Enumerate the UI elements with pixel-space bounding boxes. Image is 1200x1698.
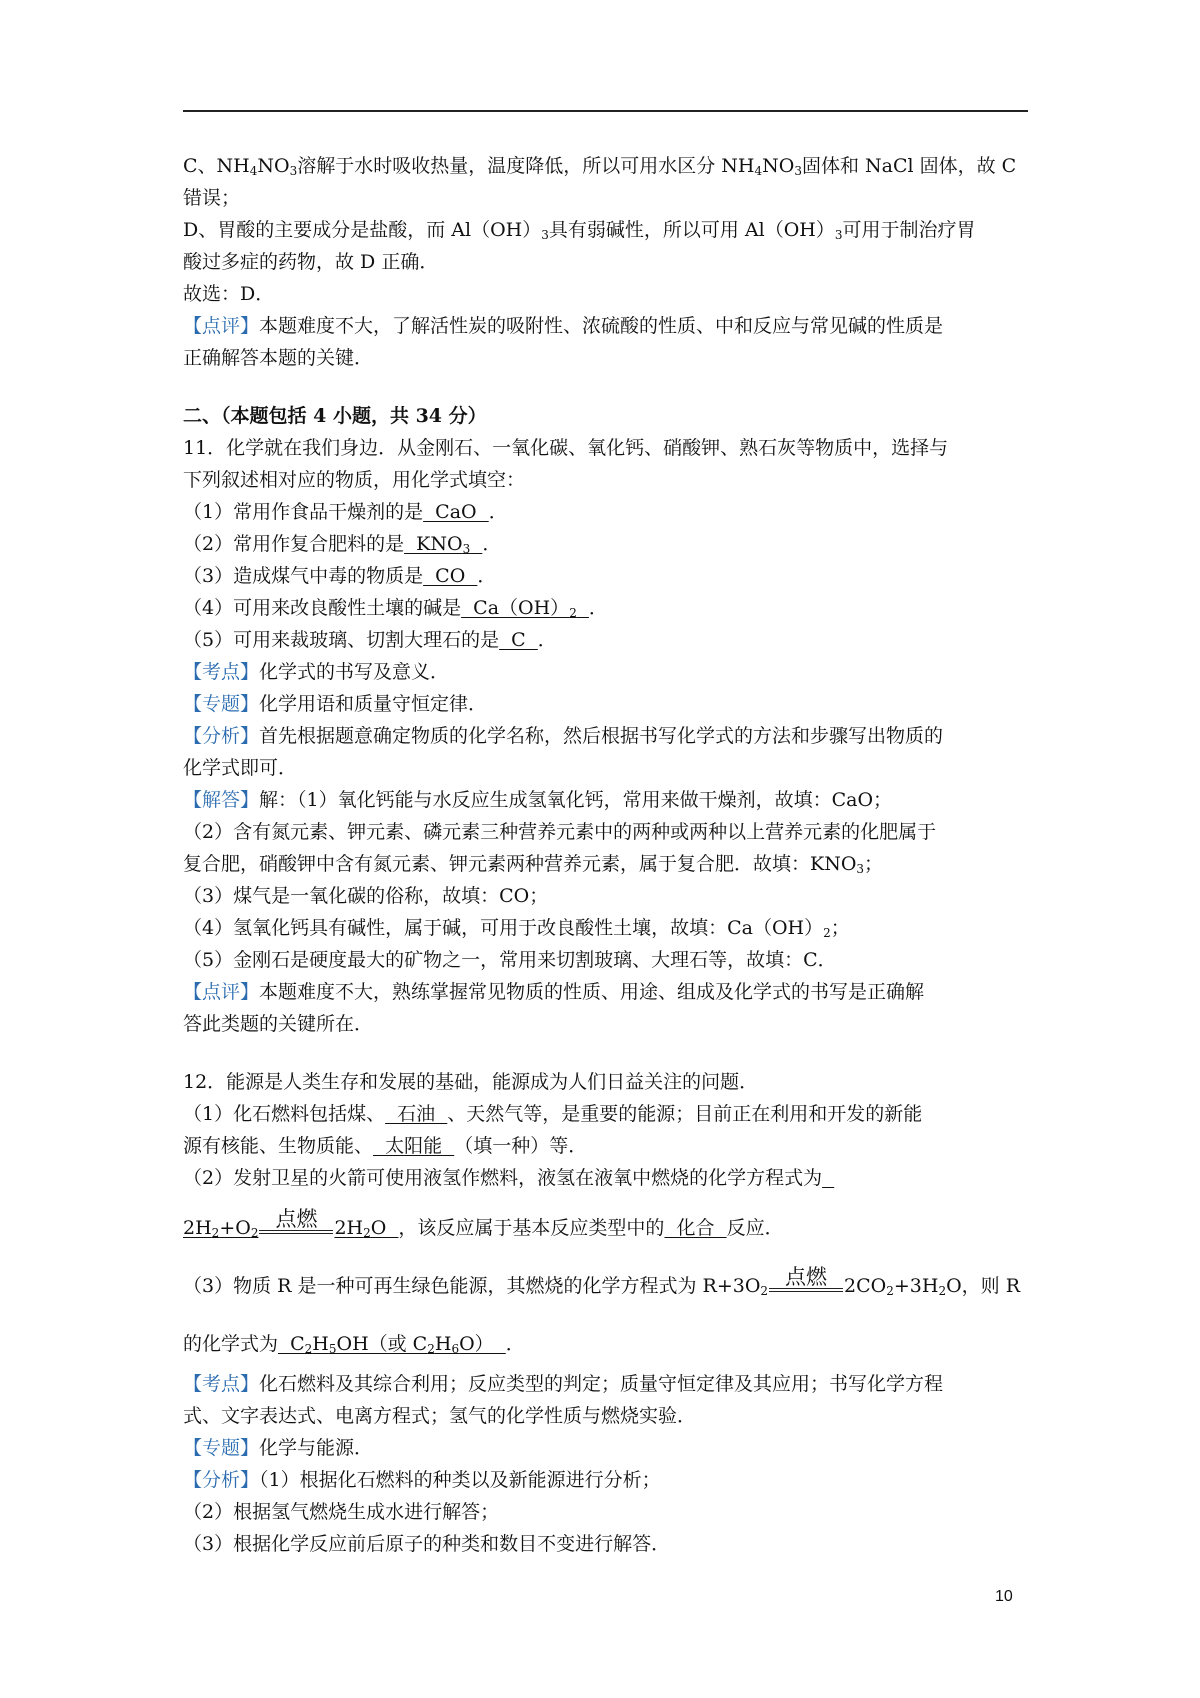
- q12-part-2: （2）发射卫星的火箭可使用液氢作燃料，液氢在液氧中燃烧的化学方程式为: [183, 1162, 1033, 1194]
- dianping-tag: 【点评】: [183, 981, 260, 1003]
- q11-part-1: （1）常用作食品干燥剂的是 CaO ．: [183, 501, 508, 523]
- kaodian-tag: 【考点】: [183, 1373, 260, 1395]
- page-content: [183, 150, 1033, 1560]
- page-number: 10: [995, 1588, 1013, 1605]
- q11-part-3: （3）造成煤气中毒的物质是 CO ．: [183, 565, 497, 587]
- text-line: C、$NH_4NO_3$溶解于水时吸收热量，温度降低，所以可用水区分 $NH_4NO_3$固体和 NaCl 固体，故 C: [183, 155, 1017, 178]
- answer-blank: $2H_2+O_2$ 点燃 $2H_2O$: [183, 1207, 399, 1240]
- answer-blank: $KNO_3$: [404, 533, 471, 556]
- text-line: （3）煤气是一氧化碳的俗称，故填：CO；: [183, 885, 549, 907]
- answer-blank: 太阳能: [373, 1135, 455, 1157]
- text-line: （5）金刚石是硬度最大的矿物之一，常用来切割玻璃、大理石等，故填：C．: [183, 949, 837, 971]
- text-line: 源有核能、生物质能、 太阳能 （填一种）等．: [183, 1135, 588, 1157]
- zhuanti-line: 【专题】化学用语和质量守恒定律．: [183, 693, 488, 715]
- reaction-condition: 点燃: [785, 1265, 828, 1289]
- answer-blank: 石油: [385, 1103, 448, 1125]
- reaction-arrow: [259, 1207, 333, 1238]
- answer-blank: CaO: [423, 501, 489, 523]
- answer-blank: $C_2H_5OH$（或 $C_2H_6O$）: [278, 1333, 506, 1356]
- zhuanti-line: 【专题】化学与能源．: [183, 1437, 374, 1459]
- comment-tag: 【点评】: [183, 315, 260, 337]
- fenxi-line: 【分析】（1）根据化石燃料的种类以及新能源进行分析；: [183, 1469, 661, 1491]
- fenxi-line: 【分析】首先根据题意确定物质的化学名称，然后根据书写化学式的方法和步骤写出物质的: [183, 725, 944, 747]
- text-line: 化学式即可．: [183, 757, 298, 779]
- answer-blank: CO: [423, 565, 478, 587]
- text-line: 下列叙述相对应的物质，用化学式填空：: [183, 469, 526, 491]
- answer-blank: 化合: [664, 1217, 727, 1239]
- fenxi-tag: 【分析】: [183, 1469, 260, 1491]
- text-line: 酸过多症的药物，故 D 正确．: [183, 251, 439, 273]
- text-line: 错误；: [183, 187, 241, 209]
- kaodian-tag: 【考点】: [183, 661, 260, 683]
- kaodian-line: 【考点】化石燃料及其综合利用；反应类型的判定；质量守恒定律及其应用；书写化学方程: [183, 1373, 944, 1395]
- text-line: （2）含有氮元素、钾元素、磷元素三种营养元素中的两种或两种以上营养元素的化肥属于: [183, 821, 937, 843]
- q11-part-5: （5）可用来裁玻璃、切割大理石的是 C ．: [183, 629, 557, 651]
- equation-line: $2H_2+O_2$ 点燃 $2H_2O$ ，该反应属于基本反应类型中的 化合 反应．: [183, 1207, 784, 1240]
- answer-line: 故选：D．: [183, 283, 275, 305]
- jieda-line: 【解答】解：（1）氧化钙能与水反应生成氢氧化钙，常用来做干燥剂，故填：CaO；: [183, 789, 893, 811]
- kaodian-line: 【考点】化学式的书写及意义．: [183, 661, 450, 683]
- answer-blank: $Ca(OH)_2$: [461, 597, 577, 620]
- q11-part-4: （4）可用来改良酸性土壤的碱是 $Ca(OH)_2$ ．: [183, 597, 608, 620]
- answer-blank: C: [499, 629, 538, 651]
- header-rule: [183, 110, 1028, 112]
- question-12-stem: 12．能源是人类生存和发展的基础，能源成为人们日益关注的问题．: [183, 1071, 759, 1093]
- text-line: 的化学式为 $C_2H_5OH$（或 $C_2H_6O$） ．: [183, 1333, 525, 1356]
- text-line: 复合肥，硝酸钾中含有氮元素、钾元素两种营养元素，属于复合肥．故填：$KNO_3$；: [183, 853, 884, 876]
- jieda-tag: 【解答】: [183, 789, 260, 811]
- q11-part-2: （2）常用作复合肥料的是 $KNO_3$ ．: [183, 533, 502, 556]
- reaction-condition: 点燃: [275, 1207, 318, 1231]
- text-line: （4）氢氧化钙具有碱性，属于碱，可用于改良酸性土壤，故填：$Ca(OH)_2$；: [183, 917, 850, 940]
- q12-part-3: （3）物质 R 是一种可再生绿色能源，其燃烧的化学方程式为 $R+3O_2$ 点燃 $2CO_2+3H_2O$，则 R: [183, 1265, 1021, 1298]
- answer-blank: [822, 1167, 834, 1189]
- text-line: 正确解答本题的关键．: [183, 347, 374, 369]
- zhuanti-tag: 【专题】: [183, 693, 260, 715]
- reaction-arrow: [769, 1265, 843, 1296]
- dianping-line: 【点评】本题难度不大，熟练掌握常见物质的性质、用途、组成及化学式的书写是正确解: [183, 981, 925, 1003]
- comment-line: 【点评】本题难度不大，了解活性炭的吸附性、浓硫酸的性质、中和反应与常见碱的性质是: [183, 315, 944, 337]
- section-heading: 二、（本题包括 4 小题，共 34 分）: [183, 405, 487, 427]
- zhuanti-tag: 【专题】: [183, 1437, 260, 1459]
- question-11-stem: 11．化学就在我们身边．从金刚石、一氧化碳、氧化钙、硝酸钾、熟石灰等物质中，选择与: [183, 437, 949, 459]
- text-line: （2）根据氢气燃烧生成水进行解答；: [183, 1501, 500, 1523]
- fenxi-tag: 【分析】: [183, 725, 260, 747]
- text-line: 答此类题的关键所在．: [183, 1013, 374, 1035]
- text-line: 式、文字表达式、电离方程式；氢气的化学性质与燃烧实验．: [183, 1405, 697, 1427]
- q12-part-1: （1）化石燃料包括煤、 石油 、天然气等，是重要的能源；目前正在利用和开发的新能: [183, 1103, 923, 1125]
- text-line: （3）根据化学反应前后原子的种类和数目不变进行解答．: [183, 1533, 671, 1555]
- text-line: D、胃酸的主要成分是盐酸，而 $Al(OH)_3$具有弱碱性，所以可用 $Al(OH)_3$可用于制治疗胃: [183, 219, 976, 242]
